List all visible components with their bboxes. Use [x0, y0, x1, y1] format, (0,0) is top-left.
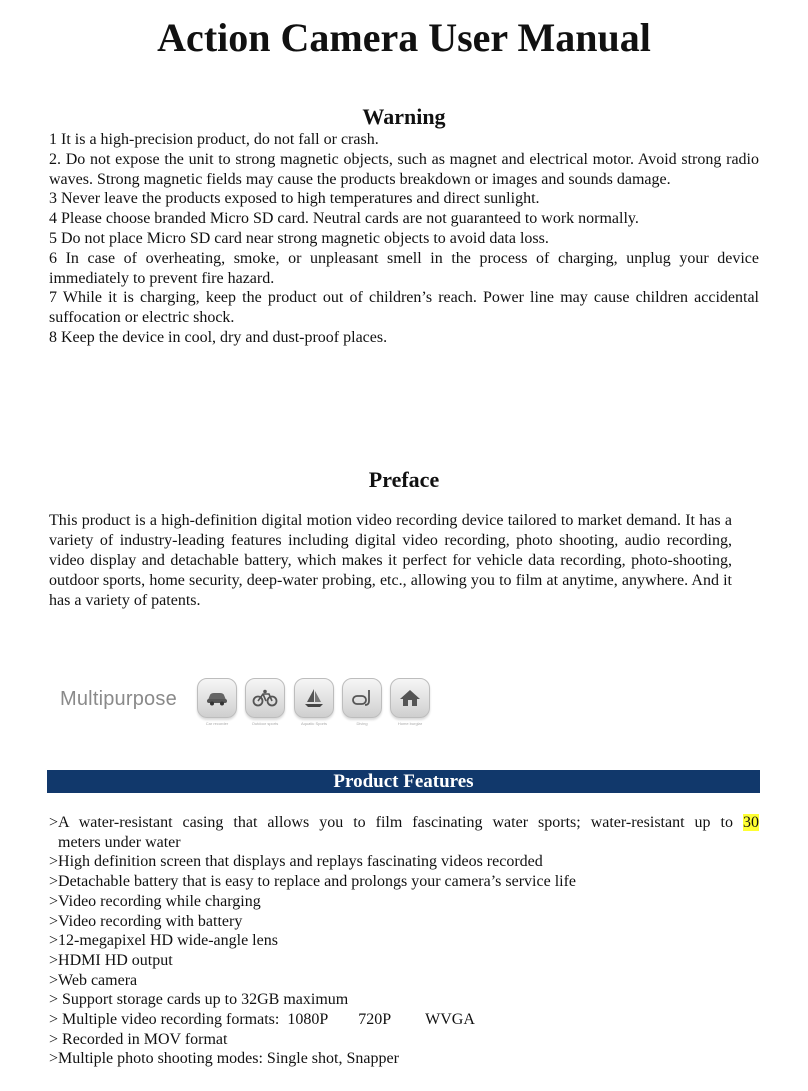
water-depth-highlight: 30 [743, 814, 759, 831]
feature-item: > Support storage cards up to 32GB maximum [49, 991, 349, 1009]
use-case-home [388, 678, 432, 726]
feature-item: > Recorded in MOV format [49, 1030, 228, 1048]
feature-item-continuation: meters under water [58, 833, 181, 851]
feature-item: >Web camera [49, 971, 138, 989]
document-title: Action Camera User Manual [157, 15, 651, 60]
feature-item: >Video recording while charging [49, 892, 261, 910]
feature-item: >HDMI HD output [49, 951, 173, 969]
use-case-bike [243, 678, 287, 726]
preface-paragraph: This product is a high-definition digital motion video recording device tailored to market demand. It has a variety of industry-leading features including digital video recording, photo shooting, audio recording, video display and detachable battery, which makes it perfect for vehicle data recording, photo-shooting, outdoor sports, home security, deep-water probing, etc., allowing you to film at anytime, anywhere. And it has a variety of patents. [49, 512, 732, 609]
use-case-caption: Car recorder [205, 721, 229, 726]
use-case-diving [340, 678, 384, 726]
use-case-caption: Diving [356, 721, 368, 726]
features-heading-bar: Product Features [47, 770, 760, 793]
preface-heading: Preface [368, 467, 440, 492]
sailboat-icon [303, 687, 325, 709]
multipurpose-banner [57, 674, 447, 734]
formats-label: > Multiple video recording formats: [49, 1011, 280, 1029]
use-case-sailboat [292, 678, 336, 726]
feature-item: >Detachable battery that is easy to replace and prolongs your camera’s service life [49, 873, 577, 891]
car-icon [205, 690, 229, 706]
format-value: 720P [358, 1011, 392, 1029]
use-case-caption: Aquatic Sports [300, 721, 327, 726]
feature-item: >Video recording with battery [49, 912, 243, 930]
warning-item: 6 In case of overheating, smoke, or unpleasant smell in the process of charging, unplug your device immediately to prevent fire hazard. [49, 249, 759, 287]
home-icon [399, 688, 421, 708]
features-list [49, 813, 759, 1069]
warning-item: 3 Never leave the products exposed to high temperatures and direct sunlight. [49, 190, 540, 208]
diving-mask-icon [350, 688, 374, 708]
use-case-caption: Home burglar [397, 721, 423, 726]
warning-item: 7 While it is charging, keep the product out of children’s reach. Power line may cause children accidental suffocation or electric shock. [49, 289, 759, 327]
feature-item-formats [49, 1010, 759, 1030]
warning-item: 8 Keep the device in cool, dry and dust-proof places. [49, 328, 388, 346]
preface-body [49, 511, 732, 611]
warning-item: 5 Do not place Micro SD card near strong magnetic objects to avoid data loss. [49, 229, 549, 247]
warning-item: 4 Please choose branded Micro SD card. Neutral cards are not guaranteed to work normally. [49, 210, 639, 228]
feature-item: >Multiple photo shooting modes: Single shot, Snapper [49, 1050, 399, 1068]
multipurpose-label: Multipurpose [60, 688, 177, 710]
feature-item: >High definition screen that displays and replays fascinating videos recorded [49, 853, 543, 871]
warning-list [49, 130, 759, 348]
use-case-caption: Outdoor sports [251, 721, 279, 726]
warning-item: 2. Do not expose the unit to strong magnetic objects, such as magnet and electrical motor. Avoid strong radio waves. Strong magnetic fields may cause the products breakdown or images and sounds damage. [49, 150, 759, 188]
warning-item: 1 It is a high-precision product, do not fall or crash. [49, 131, 379, 148]
format-value: 1080P [287, 1011, 329, 1029]
warning-heading: Warning [362, 104, 446, 129]
feature-item: >12-megapixel HD wide-angle lens [49, 932, 278, 950]
feature-text: >A water-resistant casing that allows you to film fascinating water sports; water-resistant up to [49, 814, 733, 831]
format-value: WVGA [425, 1011, 475, 1029]
bike-icon [252, 689, 278, 707]
use-case-car [195, 678, 239, 726]
feature-item [49, 813, 759, 833]
